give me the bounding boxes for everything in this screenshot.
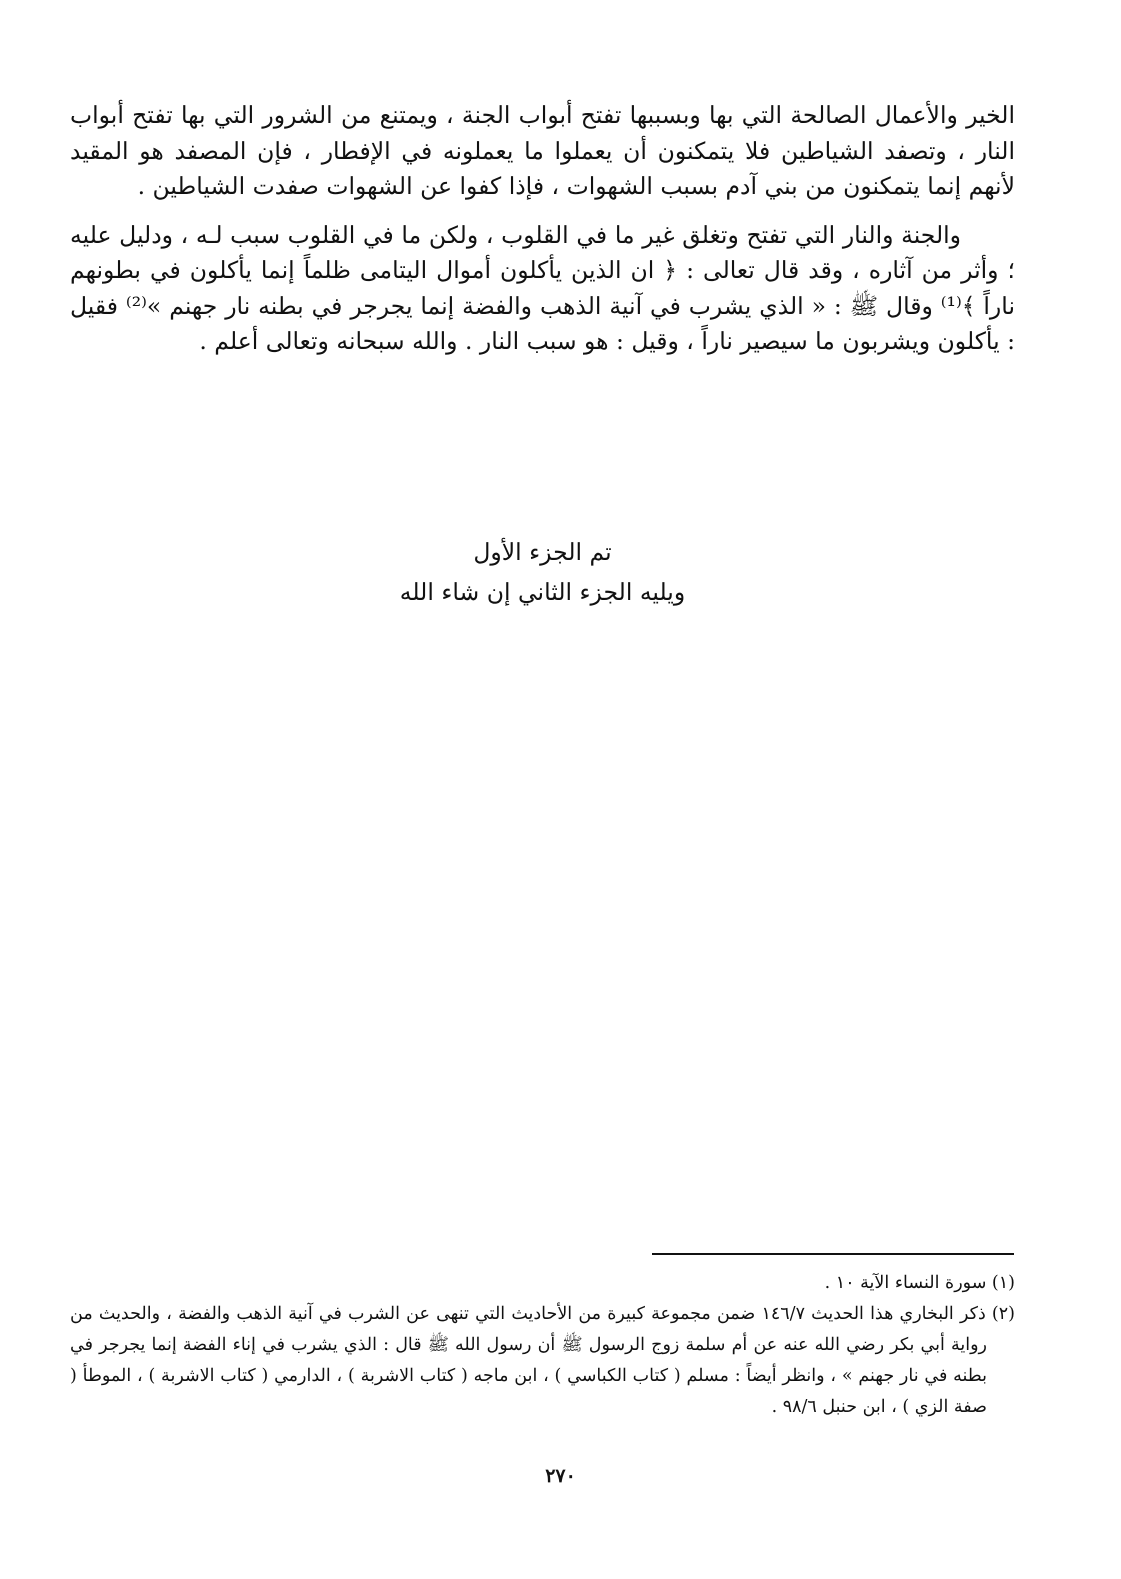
footnote-2: (٢) ذكر البخاري هذا الحديث ١٤٦/٧ ضمن مجموعة كبيرة من الأحاديث التي تنهى عن الشرب في آنية الذهب والفضة ، والحديث من رواية أبي بكر رضي الله عنه عن أم سلمة زوج الرسول ﷺ أن رسول الله ﷺ قال : الذي يشرب في إناء الفضة إنما يجرجر في بطنه في نار جهنم » ، وانظر أيضاً : مسلم ( كتاب الكباسي ) ، ابن ماجه ( كتاب الاشربة ) ، الدارمي ( كتاب الاشربة ) ، الموطأ ( صفة الزي ) ، ابن حنبل ٩٨/٦ .	[70, 1304, 1015, 1417]
footnote-separator	[652, 1253, 1014, 1255]
footnotes	[70, 1268, 1015, 1423]
next-volume-line: ويليه الجزء الثاني إن شاء الله	[399, 578, 686, 606]
footnote-1: (١) سورة النساء الآية ١٠ .	[824, 1273, 1015, 1293]
body-paragraph-2: والجنة والنار التي تفتح وتغلق غير ما في القلوب ، ولكن ما في القلوب سبب لـه ، ودليل عليه ؛ وأثر من آثاره ، وقد قال تعالى : ﴿ ان الذين يأكلون أموال اليتامى ظلماً إنما يأكلون في بطونهم ناراً ﴾⁽¹⁾ وقال ﷺ : « الذي يشرب في آنية الذهب والفضة إنما يجرجر في بطنه نار جهنم »⁽²⁾ فقيل : يأكلون ويشربون ما سيصير ناراً ، وقيل : هو سبب النار . والله سبحانه وتعالى أعلم .	[70, 220, 1015, 355]
main-text	[70, 98, 1015, 360]
page-number: ٢٧٠	[545, 1465, 576, 1487]
volume-end-line: تم الجزء الأول	[473, 538, 612, 566]
volume-end-note	[70, 532, 1015, 612]
body-paragraph-1: الخير والأعمال الصالحة التي بها وبسببها تفتح أبواب الجنة ، ويمتنع من الشرور التي بها تفتح أبواب النار ، وتصفد الشياطين فلا يتمكنون أن يعملوا ما يعملونه في الإفطار ، فإن المصفد هو المقيد لأنهم إنما يتمكنون من بني آدم بسبب الشهوات ، فإذا كفوا عن الشهوات صفدت الشياطين .	[70, 101, 1015, 200]
